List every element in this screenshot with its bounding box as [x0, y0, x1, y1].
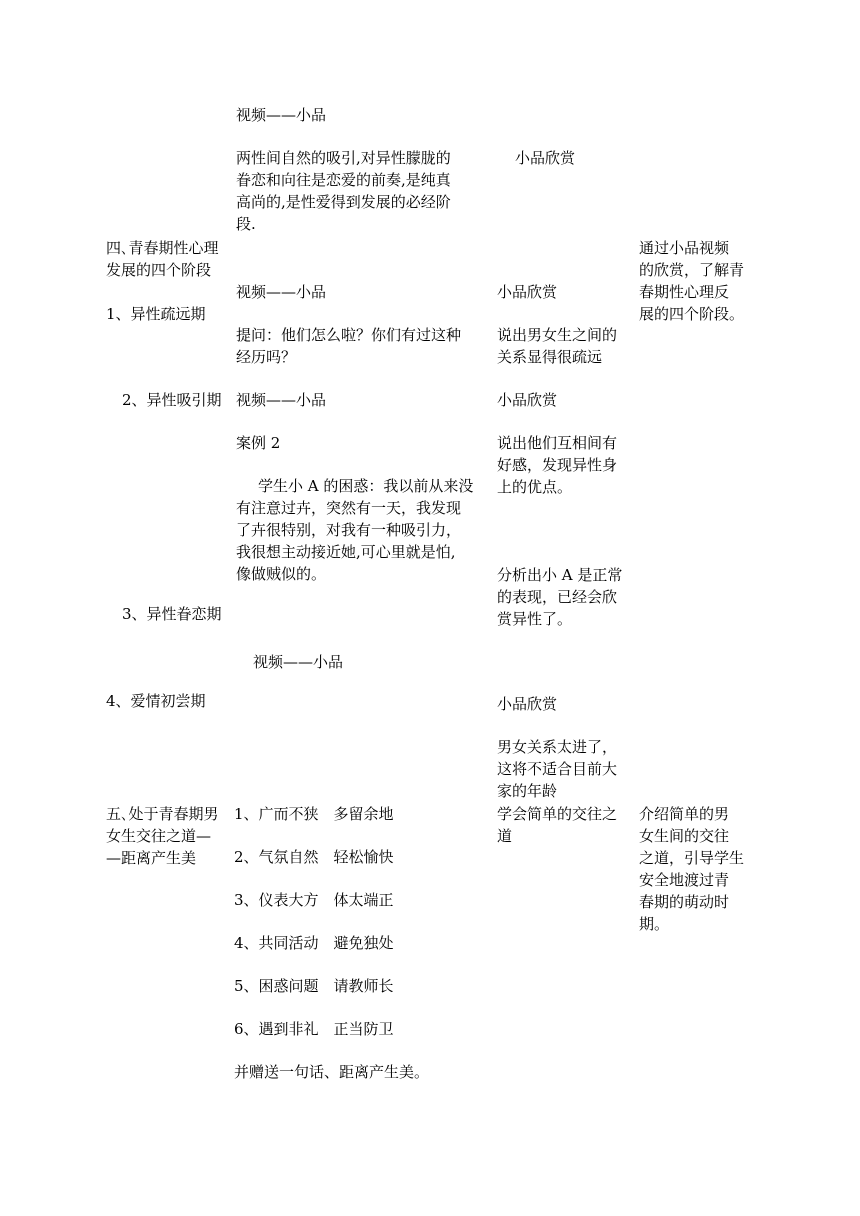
- text-line: 通过小品视频: [639, 239, 730, 257]
- text-line: 男女关系太进了，: [497, 738, 618, 756]
- video-label: 视频——小品: [236, 106, 327, 124]
- closing-line: 并赠送一句话、距离产生美。: [234, 1063, 430, 1081]
- text-line: 分析出小 A 是正常: [497, 566, 623, 584]
- activity-label: 小品欣赏: [497, 391, 558, 409]
- text-line: 说出男女生之间的: [497, 326, 618, 344]
- text-line: 说出他们互相间有: [497, 434, 618, 452]
- activity-text: [497, 432, 637, 498]
- text-line: 了卉很特别，对我有一种吸引力，: [236, 521, 462, 539]
- text-line: 安全地渡过青: [639, 871, 730, 889]
- purpose-text: [639, 237, 769, 325]
- text-line: 提问：他们怎么啦？你们有过这种: [236, 326, 462, 344]
- text-line: 春期的萌动时: [639, 893, 730, 911]
- text-line: 四､青春期性心理: [106, 239, 219, 257]
- case-paragraph: [236, 475, 498, 585]
- text-line: 女生交往之道—: [106, 827, 212, 845]
- stage-item: 1、异性疏远期: [106, 305, 206, 323]
- stage-item: 3、异性眷恋期: [122, 605, 222, 623]
- text-line: 上的优点。: [497, 478, 573, 496]
- text-line: 学会简单的交往之: [497, 805, 618, 823]
- text-line: 像做贼似的。: [236, 565, 327, 583]
- text-line: 家的年龄: [497, 782, 558, 800]
- text-line: 之道，引导学生: [639, 849, 745, 867]
- section-heading: [106, 237, 236, 281]
- text-line: 发展的四个阶段: [106, 261, 212, 279]
- text-line: 高尚的,是性爱得到发展的必经阶: [236, 193, 451, 211]
- tip-item: 2、气氛自然 轻松愉快: [234, 848, 394, 866]
- text-line: 的表现，已经会欣: [497, 588, 618, 606]
- section-heading: [106, 803, 236, 869]
- purpose-text: [639, 803, 769, 935]
- video-label: 视频——小品: [253, 653, 344, 671]
- text-line: 赏异性了。: [497, 610, 573, 628]
- stage-item: 4、爱情初尝期: [106, 692, 206, 710]
- activity-text: [497, 324, 637, 368]
- activity-label: 小品欣赏: [515, 149, 576, 167]
- text-line: 女生间的交往: [639, 827, 730, 845]
- question-text: [236, 324, 498, 368]
- text-line: 我很想主动接近她,可心里就是怕,: [236, 543, 456, 561]
- text-line: 学生小 A 的困惑：我以前从来没: [258, 477, 474, 495]
- activity-text: [497, 736, 637, 802]
- text-line: 期。: [639, 915, 670, 933]
- activity-text: [497, 564, 637, 630]
- text-line: 这将不适合目前大: [497, 760, 618, 778]
- text-line: 眷恋和向往是恋爱的前奏,是纯真: [236, 171, 451, 189]
- tip-item: 5、困惑问题 请教师长: [234, 977, 394, 995]
- text-line: 段.: [236, 215, 256, 233]
- text-line: 的欣赏，了解青: [639, 261, 745, 279]
- text-line: 关系显得很疏远: [497, 348, 603, 366]
- text-line: 有注意过卉，突然有一天，我发现: [236, 499, 462, 517]
- stage-item: 2、异性吸引期: [122, 391, 222, 409]
- intro-paragraph: [236, 147, 498, 235]
- text-line: 道: [497, 827, 513, 845]
- tip-item: 4、共同活动 避免独处: [234, 934, 394, 952]
- activity-label: 小品欣赏: [497, 283, 558, 301]
- case-title: 案例 2: [236, 434, 281, 452]
- text-line: 五､处于青春期男: [106, 805, 219, 823]
- text-line: 经历吗？: [236, 348, 297, 366]
- tip-item: 3、仪表大方 体太端正: [234, 891, 394, 909]
- text-line: 介绍简单的男: [639, 805, 730, 823]
- text-line: 两性间自然的吸引,对异性朦胧的: [236, 149, 451, 167]
- activity-label: 小品欣赏: [497, 695, 558, 713]
- text-line: 展的四个阶段。: [639, 305, 745, 323]
- activity-text: [497, 803, 637, 847]
- text-line: —距离产生美: [106, 849, 197, 867]
- video-label: 视频——小品: [236, 391, 327, 409]
- tip-item: 6、遇到非礼 正当防卫: [234, 1020, 394, 1038]
- text-line: 好感，发现异性身: [497, 456, 618, 474]
- text-line: 春期性心理反: [639, 283, 730, 301]
- video-label: 视频——小品: [236, 283, 327, 301]
- tip-item: 1、广而不狭 多留余地: [234, 805, 394, 823]
